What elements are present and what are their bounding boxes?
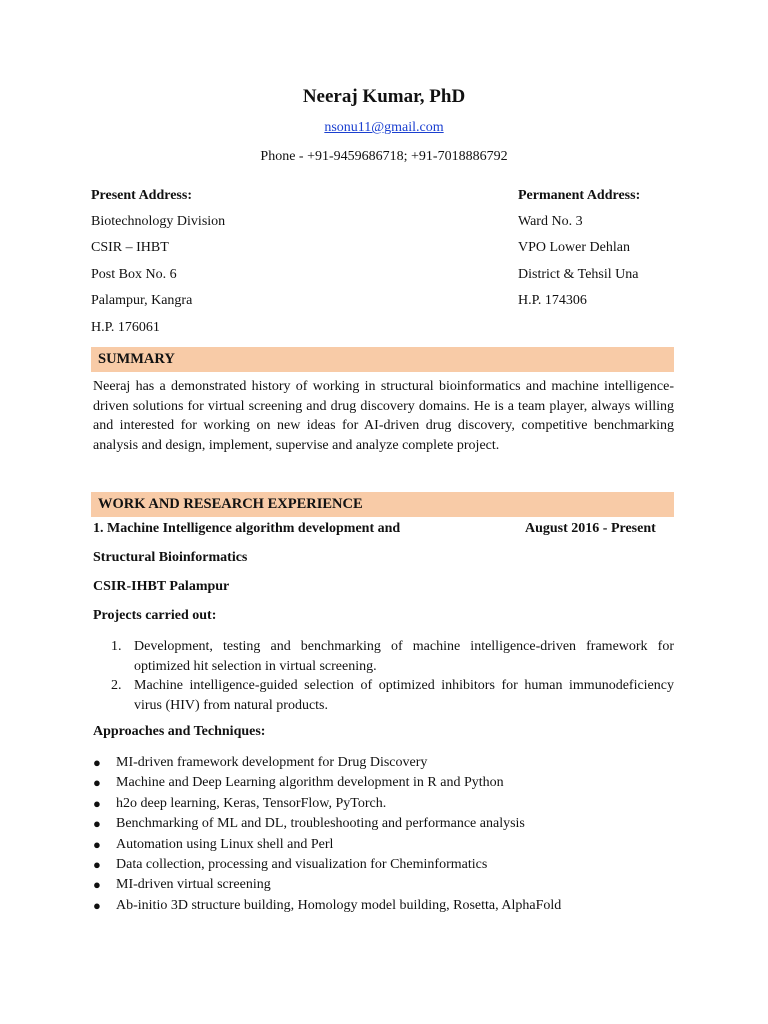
job-date: August 2016 - Present	[525, 521, 656, 536]
permanent-address-line: Ward No. 3	[518, 214, 583, 229]
job-title: 1. Machine Intelligence algorithm development and	[93, 521, 401, 536]
permanent-address-line: District & Tehsil Una	[518, 266, 639, 282]
approach-text: MI-driven virtual screening	[116, 877, 271, 893]
bullet-icon: ●	[93, 795, 101, 811]
present-address-block	[91, 186, 225, 344]
present-address-line: Post Box No. 6	[91, 266, 177, 282]
list-item	[93, 835, 674, 855]
approach-text: Machine and Deep Learning algorithm development in R and Python	[116, 775, 504, 791]
candidate-name: Neeraj Kumar, PhD	[302, 86, 466, 107]
email-line	[0, 120, 768, 136]
project-text: Machine intelligence-guided selection of optimized inhibitors for human immunodeficiency virus (HIV) from natural products.	[134, 678, 674, 713]
list-item	[93, 773, 674, 793]
experience-section-heading	[91, 492, 674, 517]
list-item	[93, 855, 674, 875]
approaches-heading: Approaches and Techniques:	[93, 724, 266, 739]
project-text: Development, testing and benchmarking of machine intelligence-driven framework for optimized hit selection in virtual screening.	[134, 639, 674, 674]
summary-paragraph: Neeraj has a demonstrated history of working in structural bioinformatics and machine intelligence-driven solutions for virtual screening and drug discovery domains. He is a team player, always willing and interested for working on new ideas for AI-driven drug discovery, competitive benchmarking analysis and design, implement, supervise and analyze complete project.	[93, 379, 674, 453]
present-address-line: Palampur, Kangra	[91, 293, 193, 309]
present-address-heading: Present Address:	[91, 188, 192, 203]
permanent-address-block	[518, 186, 640, 318]
list-item	[93, 794, 674, 814]
approaches-list	[93, 753, 674, 916]
list-item	[93, 875, 674, 895]
list-item	[93, 637, 674, 676]
permanent-address-line: VPO Lower Dehlan	[518, 240, 630, 256]
approach-text: Benchmarking of ML and DL, troubleshooting and performance analysis	[116, 816, 525, 832]
summary-section-heading: SUMMARY	[91, 347, 674, 372]
permanent-address-heading: Permanent Address:	[518, 188, 641, 203]
bullet-icon: ●	[93, 877, 101, 893]
approach-text: Data collection, processing and visualization for Cheminformatics	[116, 856, 488, 872]
approach-text: Ab-initio 3D structure building, Homology model building, Rosetta, AlphaFold	[116, 897, 562, 913]
approach-text: Automation using Linux shell and Perl	[116, 836, 334, 852]
list-item	[93, 814, 674, 834]
projects-heading: Projects carried out:	[93, 608, 217, 623]
bullet-icon: ●	[93, 897, 101, 913]
list-item	[93, 753, 674, 773]
projects-list	[93, 637, 674, 715]
job-title-continued: Structural Bioinformatics	[93, 550, 248, 565]
experience-heading-text: WORK AND RESEARCH EXPERIENCE	[98, 496, 363, 512]
bullet-icon: ●	[93, 816, 101, 832]
bullet-icon: ●	[93, 755, 101, 770]
phone-line: Phone - +91-9459686718; +91-7018886792	[260, 149, 508, 164]
present-address-line: CSIR – IHBT	[91, 240, 169, 256]
present-address-line: H.P. 176061	[91, 319, 160, 335]
approach-text: h2o deep learning, Keras, TensorFlow, PyTorch.	[116, 795, 387, 811]
permanent-address-line: H.P. 174306	[518, 293, 587, 309]
organization: CSIR-IHBT Palampur	[93, 579, 230, 594]
bullet-icon: ●	[93, 836, 101, 852]
email-link[interactable]: nsonu11@gmail.com	[324, 120, 444, 135]
approach-text: MI-driven framework development for Drug Discovery	[116, 755, 428, 770]
list-item	[93, 896, 674, 916]
bullet-icon: ●	[93, 856, 101, 872]
bullet-icon: ●	[93, 775, 101, 791]
list-item	[93, 676, 674, 715]
list-number: 1.	[111, 639, 122, 654]
present-address-line: Biotechnology Division	[91, 214, 226, 229]
list-number: 2.	[111, 678, 122, 693]
